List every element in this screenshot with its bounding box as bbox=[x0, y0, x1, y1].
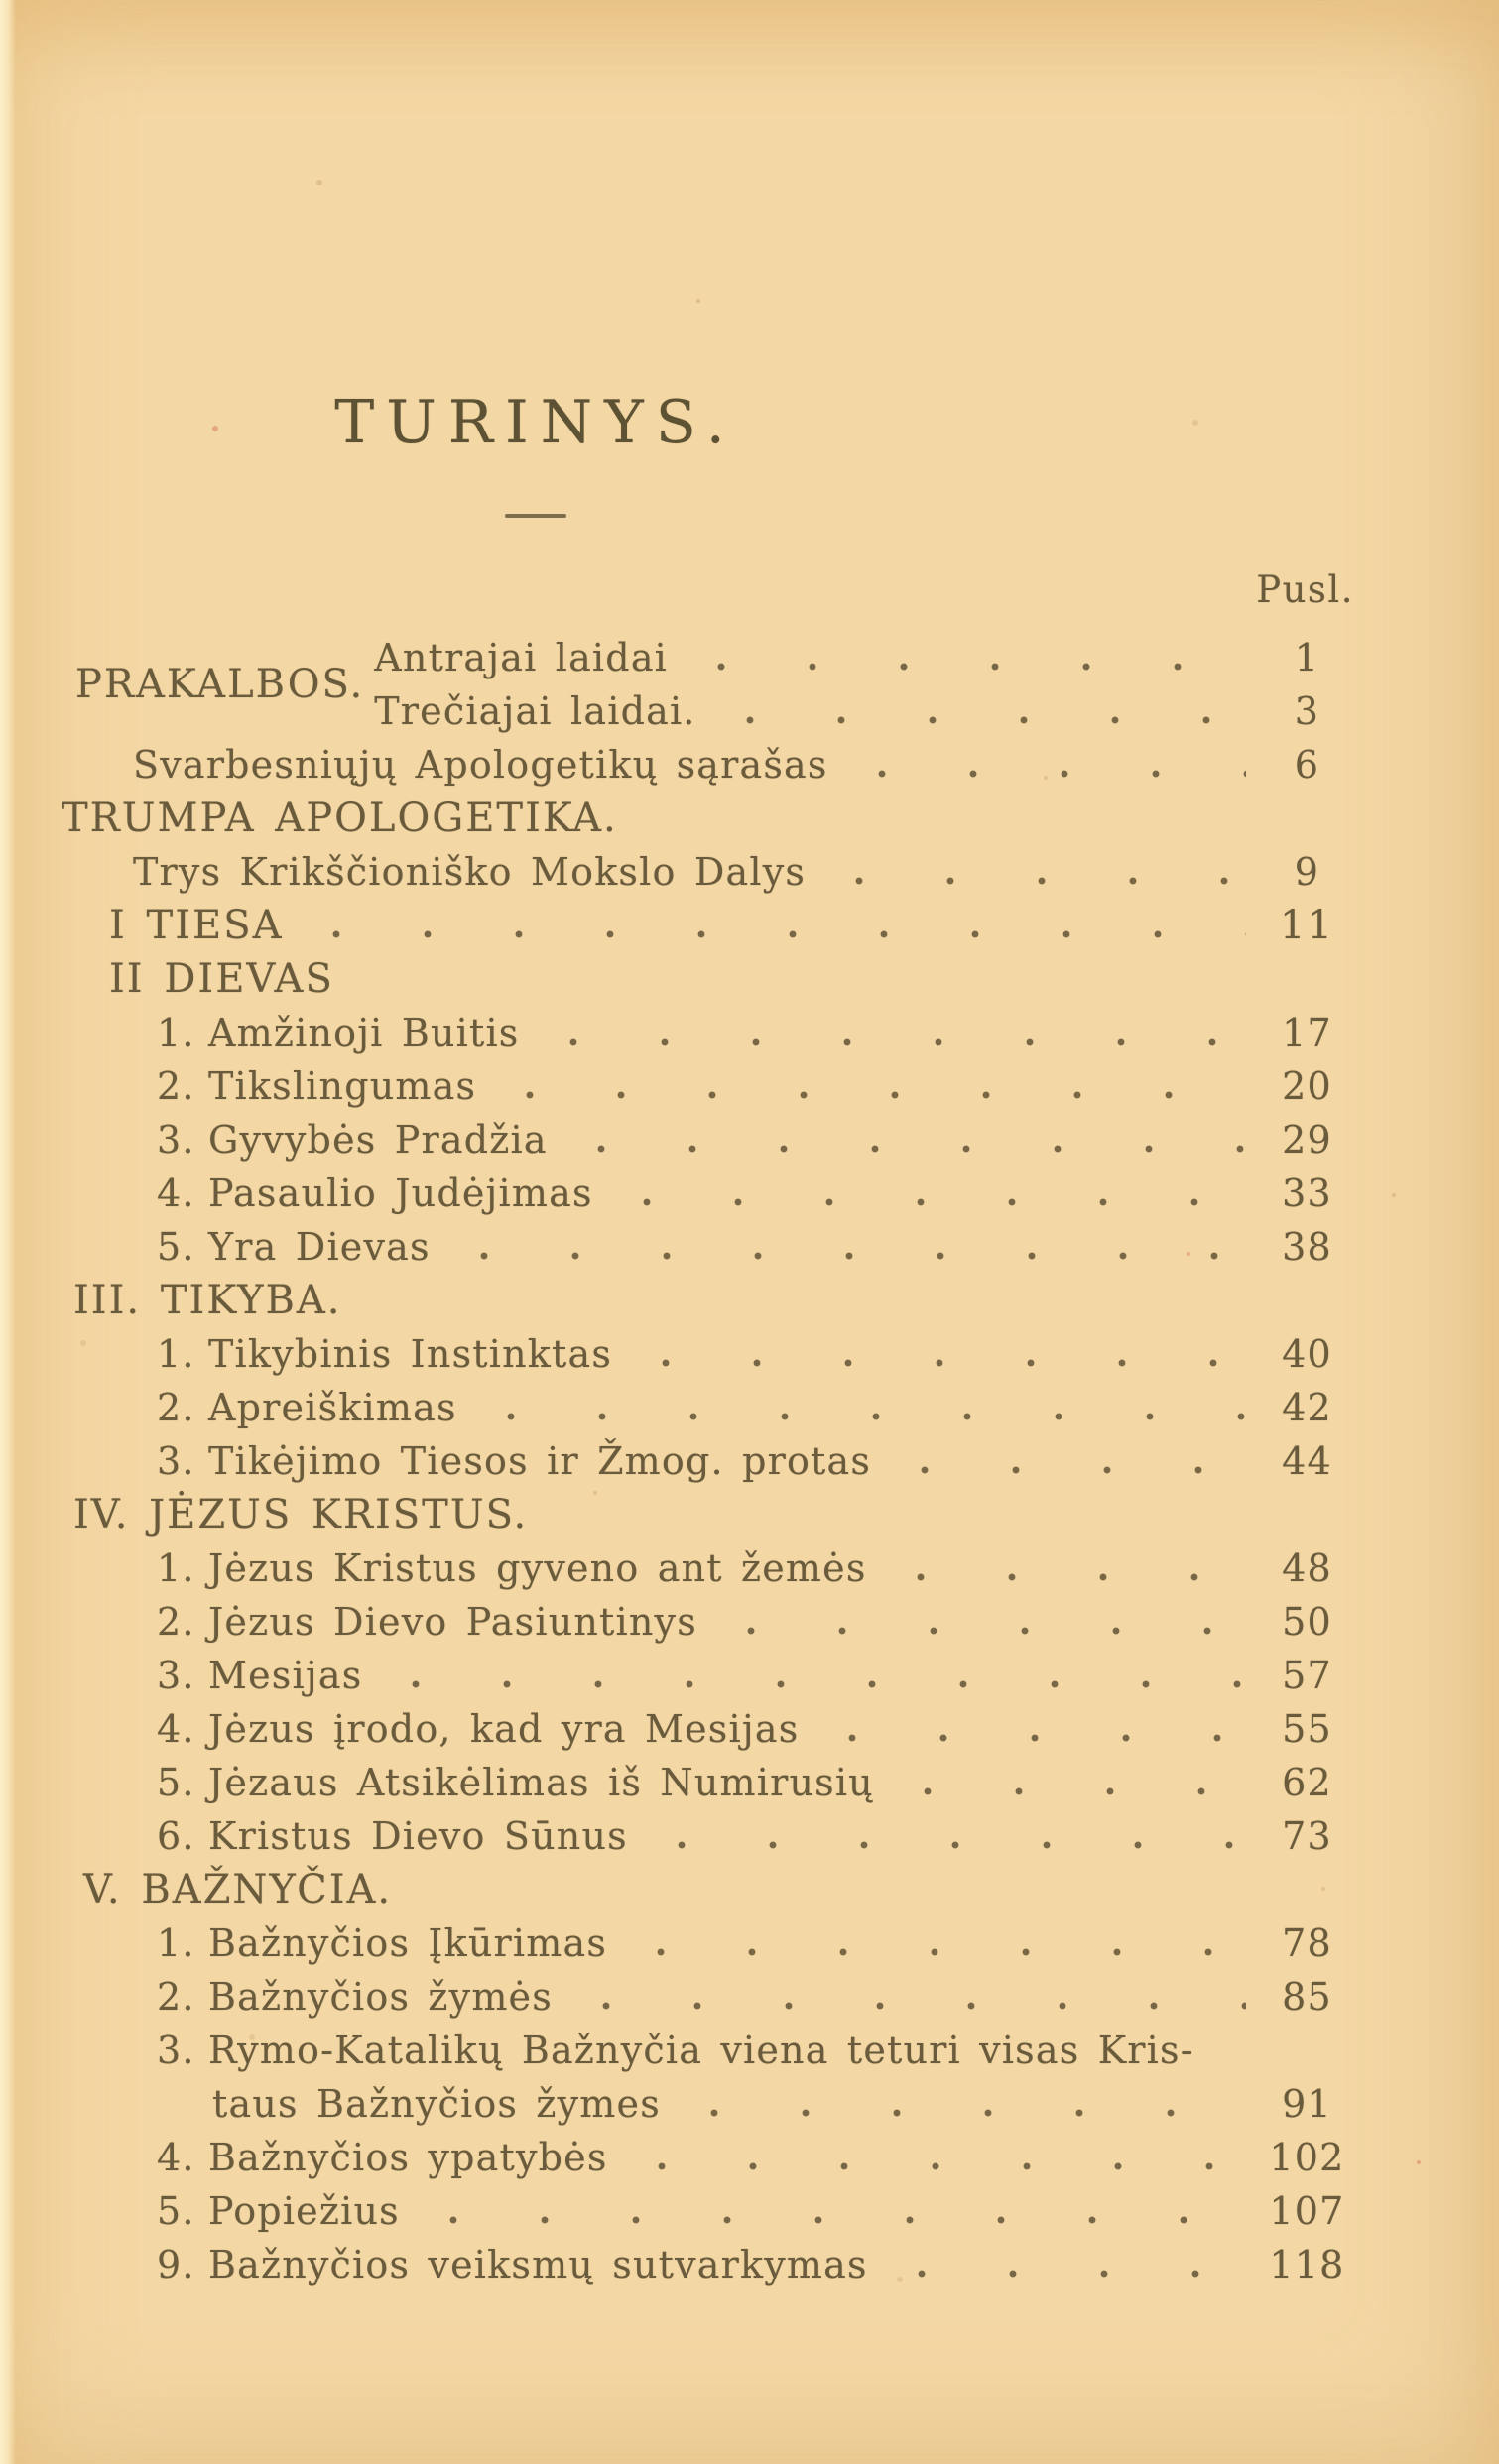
entry-label: Tikėjimo Tiesos ir Žmog. protas bbox=[208, 1439, 872, 1483]
leader-dots bbox=[906, 1787, 1246, 1795]
toc-entry bbox=[157, 1113, 1354, 1167]
entry-label: II DIEVAS bbox=[109, 956, 334, 1002]
toc-section-header bbox=[73, 1488, 1354, 1541]
entry-label: Tikybinis Instinktas bbox=[208, 1332, 613, 1376]
toc-entry bbox=[157, 1809, 1354, 1863]
entry-number: 2. bbox=[157, 1064, 195, 1108]
toc-entry bbox=[157, 1327, 1354, 1381]
entry-label: Bažnyčios veiksmų sutvarkymas bbox=[208, 2243, 868, 2286]
toc-entry bbox=[157, 1381, 1354, 1434]
entry-page: 48 bbox=[1282, 1546, 1332, 1590]
toc-entry bbox=[374, 684, 1354, 738]
leader-dots bbox=[903, 1466, 1246, 1474]
leader-dots bbox=[860, 770, 1246, 778]
entry-label: Amžinoji Buitis bbox=[208, 1011, 520, 1054]
leader-dots bbox=[584, 2002, 1246, 2010]
leader-dots bbox=[314, 930, 1246, 938]
leader-dots bbox=[579, 1145, 1246, 1153]
entry-page: 17 bbox=[1282, 1011, 1332, 1054]
entry-page: 42 bbox=[1282, 1386, 1332, 1429]
toc-entry bbox=[157, 1702, 1354, 1756]
entry-page: 102 bbox=[1269, 2136, 1345, 2179]
leader-dots bbox=[394, 1680, 1246, 1688]
leader-dots bbox=[508, 1091, 1246, 1099]
entry-page: 33 bbox=[1282, 1171, 1332, 1215]
toc-entry bbox=[374, 631, 1354, 684]
leader-dots bbox=[462, 1252, 1246, 1260]
leader-dots bbox=[899, 1573, 1246, 1581]
entry-label: taus Bažnyčios žymes bbox=[212, 2082, 661, 2126]
entry-label: Jėzus įrodo, kad yra Mesijas bbox=[208, 1707, 800, 1751]
toc-entry bbox=[157, 1220, 1354, 1274]
leader-dots bbox=[837, 877, 1246, 885]
leader-dots bbox=[489, 1413, 1246, 1420]
entry-page: 50 bbox=[1282, 1600, 1332, 1644]
entry-label: Gyvybės Pradžia bbox=[208, 1118, 548, 1162]
entry-label: Trečiajai laidai. bbox=[374, 689, 696, 733]
title-divider bbox=[505, 514, 566, 518]
toc-list bbox=[0, 738, 1499, 2291]
entry-number: 5. bbox=[157, 1225, 195, 1269]
entry-number: 9. bbox=[157, 2243, 195, 2286]
entry-number: 2. bbox=[157, 1600, 195, 1644]
prakalbos-items bbox=[374, 631, 1354, 738]
toc-entry bbox=[133, 845, 1354, 899]
toc-entry bbox=[157, 1970, 1354, 2024]
leader-dots bbox=[625, 1198, 1246, 1206]
entry-page: 6 bbox=[1294, 743, 1320, 787]
prakalbos-label: PRAKALBOS. bbox=[75, 662, 365, 707]
page-title: TURINYS. bbox=[334, 388, 737, 457]
entry-label: Yra Dievas bbox=[208, 1225, 431, 1269]
entry-page: 44 bbox=[1282, 1439, 1332, 1483]
leader-dots bbox=[644, 1359, 1246, 1367]
entry-label: Mesijas bbox=[208, 1654, 363, 1697]
toc-section-header bbox=[73, 1274, 1354, 1327]
entry-label: III. TIKYBA. bbox=[73, 1278, 342, 1323]
entry-page: 40 bbox=[1282, 1332, 1332, 1376]
leader-dots bbox=[639, 1948, 1246, 1956]
entry-page: 62 bbox=[1282, 1761, 1332, 1804]
toc-entry bbox=[157, 2238, 1354, 2291]
entry-page: 20 bbox=[1282, 1064, 1332, 1108]
leader-dots bbox=[660, 1841, 1246, 1849]
entry-page: 3 bbox=[1294, 689, 1320, 733]
toc-entry bbox=[157, 1756, 1354, 1809]
toc-entry bbox=[157, 1595, 1354, 1649]
entry-label: Kristus Dievo Sūnus bbox=[208, 1814, 628, 1858]
entry-label: Jėzus Dievo Pasiuntinys bbox=[208, 1600, 697, 1644]
entry-number: 4. bbox=[157, 1707, 195, 1751]
entry-label: Rymo-Katalikų Bažnyčia viena teturi visas Kris- bbox=[208, 2029, 1194, 2072]
leader-dots bbox=[830, 1734, 1246, 1742]
entry-page: 9 bbox=[1294, 850, 1320, 894]
prakalbos-group bbox=[0, 631, 1499, 738]
entry-page: 57 bbox=[1282, 1654, 1332, 1697]
entry-label: Bažnyčios žymės bbox=[208, 1975, 553, 2019]
leader-dots bbox=[900, 2270, 1246, 2278]
toc-entry bbox=[109, 899, 1354, 952]
entry-label: Apreiškimas bbox=[208, 1386, 457, 1429]
toc-section-header bbox=[109, 952, 1354, 1006]
entry-page: 38 bbox=[1282, 1225, 1332, 1269]
entry-number: 5. bbox=[157, 1761, 195, 1804]
leader-dots bbox=[432, 2216, 1246, 2224]
entry-number: 2. bbox=[157, 1975, 195, 2019]
entry-label: Bažnyčios Įkūrimas bbox=[208, 1921, 608, 1965]
entry-number: 3. bbox=[157, 1118, 195, 1162]
entry-number: 6. bbox=[157, 1814, 195, 1858]
entry-page: 107 bbox=[1269, 2189, 1345, 2233]
entry-label: Bažnyčios ypatybės bbox=[208, 2136, 608, 2179]
entry-page: 55 bbox=[1282, 1707, 1332, 1751]
entry-number: 4. bbox=[157, 1171, 195, 1215]
toc-entry bbox=[157, 2184, 1354, 2238]
entry-page: 118 bbox=[1269, 2243, 1345, 2286]
toc-section-header bbox=[83, 1863, 1354, 1916]
toc-entry bbox=[157, 2024, 1354, 2077]
leader-dots bbox=[728, 716, 1246, 724]
toc-entry bbox=[157, 1541, 1354, 1595]
entry-number: 1. bbox=[157, 1332, 195, 1376]
entry-page: 85 bbox=[1282, 1975, 1332, 2019]
title-block bbox=[0, 0, 1071, 518]
entry-label: IV. JĖZUS KRISTUS. bbox=[73, 1492, 529, 1538]
toc-entry bbox=[157, 1006, 1354, 1059]
entry-label: Antrajai laidai bbox=[374, 636, 669, 679]
entry-number: 5. bbox=[157, 2189, 195, 2233]
leader-dots bbox=[552, 1038, 1247, 1046]
entry-number: 3. bbox=[157, 2029, 195, 2072]
toc-entry bbox=[157, 1916, 1354, 1970]
entry-page: 73 bbox=[1282, 1814, 1332, 1858]
entry-label: Svarbesniųjų Apologetikų sąrašas bbox=[133, 743, 828, 787]
entry-label: Trys Krikščioniško Mokslo Dalys bbox=[133, 850, 807, 894]
page-column-header: Pusl. bbox=[1256, 568, 1354, 611]
entry-page: 1 bbox=[1294, 636, 1320, 679]
entry-label: Popiežius bbox=[208, 2189, 400, 2233]
entry-page: 91 bbox=[1282, 2082, 1332, 2126]
entry-page: 78 bbox=[1282, 1921, 1332, 1965]
entry-label: I TIESA bbox=[109, 903, 284, 948]
entry-number: 1. bbox=[157, 1011, 195, 1054]
entry-label: Jėzaus Atsikėlimas iš Numirusių bbox=[208, 1761, 874, 1804]
entry-number: 3. bbox=[157, 1654, 195, 1697]
entry-number: 1. bbox=[157, 1921, 195, 1965]
entry-page: 11 bbox=[1280, 903, 1334, 948]
toc-entry bbox=[157, 2131, 1354, 2184]
entry-number: 3. bbox=[157, 1439, 195, 1483]
toc-entry bbox=[157, 1059, 1354, 1113]
toc-section-header bbox=[62, 792, 1354, 845]
entry-number: 2. bbox=[157, 1386, 195, 1429]
entry-label: Jėzus Kristus gyveno ant žemės bbox=[208, 1546, 867, 1590]
entry-page: 29 bbox=[1282, 1118, 1332, 1162]
entry-label: TRUMPA APOLOGETIKA. bbox=[62, 796, 618, 841]
entry-number: 1. bbox=[157, 1546, 195, 1590]
toc-entry bbox=[133, 738, 1354, 792]
entry-label: Tikslingumas bbox=[208, 1064, 477, 1108]
leader-dots bbox=[692, 2109, 1246, 2117]
leader-dots bbox=[699, 663, 1246, 671]
leader-dots bbox=[640, 2162, 1246, 2170]
toc-entry-continuation bbox=[212, 2077, 1354, 2131]
page-column-header-row bbox=[0, 563, 1499, 617]
entry-label: V. BAŽNYČIA. bbox=[83, 1867, 393, 1912]
toc-entry bbox=[157, 1167, 1354, 1220]
page-left-edge bbox=[0, 0, 16, 2464]
toc-entry bbox=[157, 1434, 1354, 1488]
entry-label: Pasaulio Judėjimas bbox=[208, 1171, 593, 1215]
entry-number: 4. bbox=[157, 2136, 195, 2179]
leader-dots bbox=[729, 1627, 1246, 1635]
toc-entry bbox=[157, 1649, 1354, 1702]
